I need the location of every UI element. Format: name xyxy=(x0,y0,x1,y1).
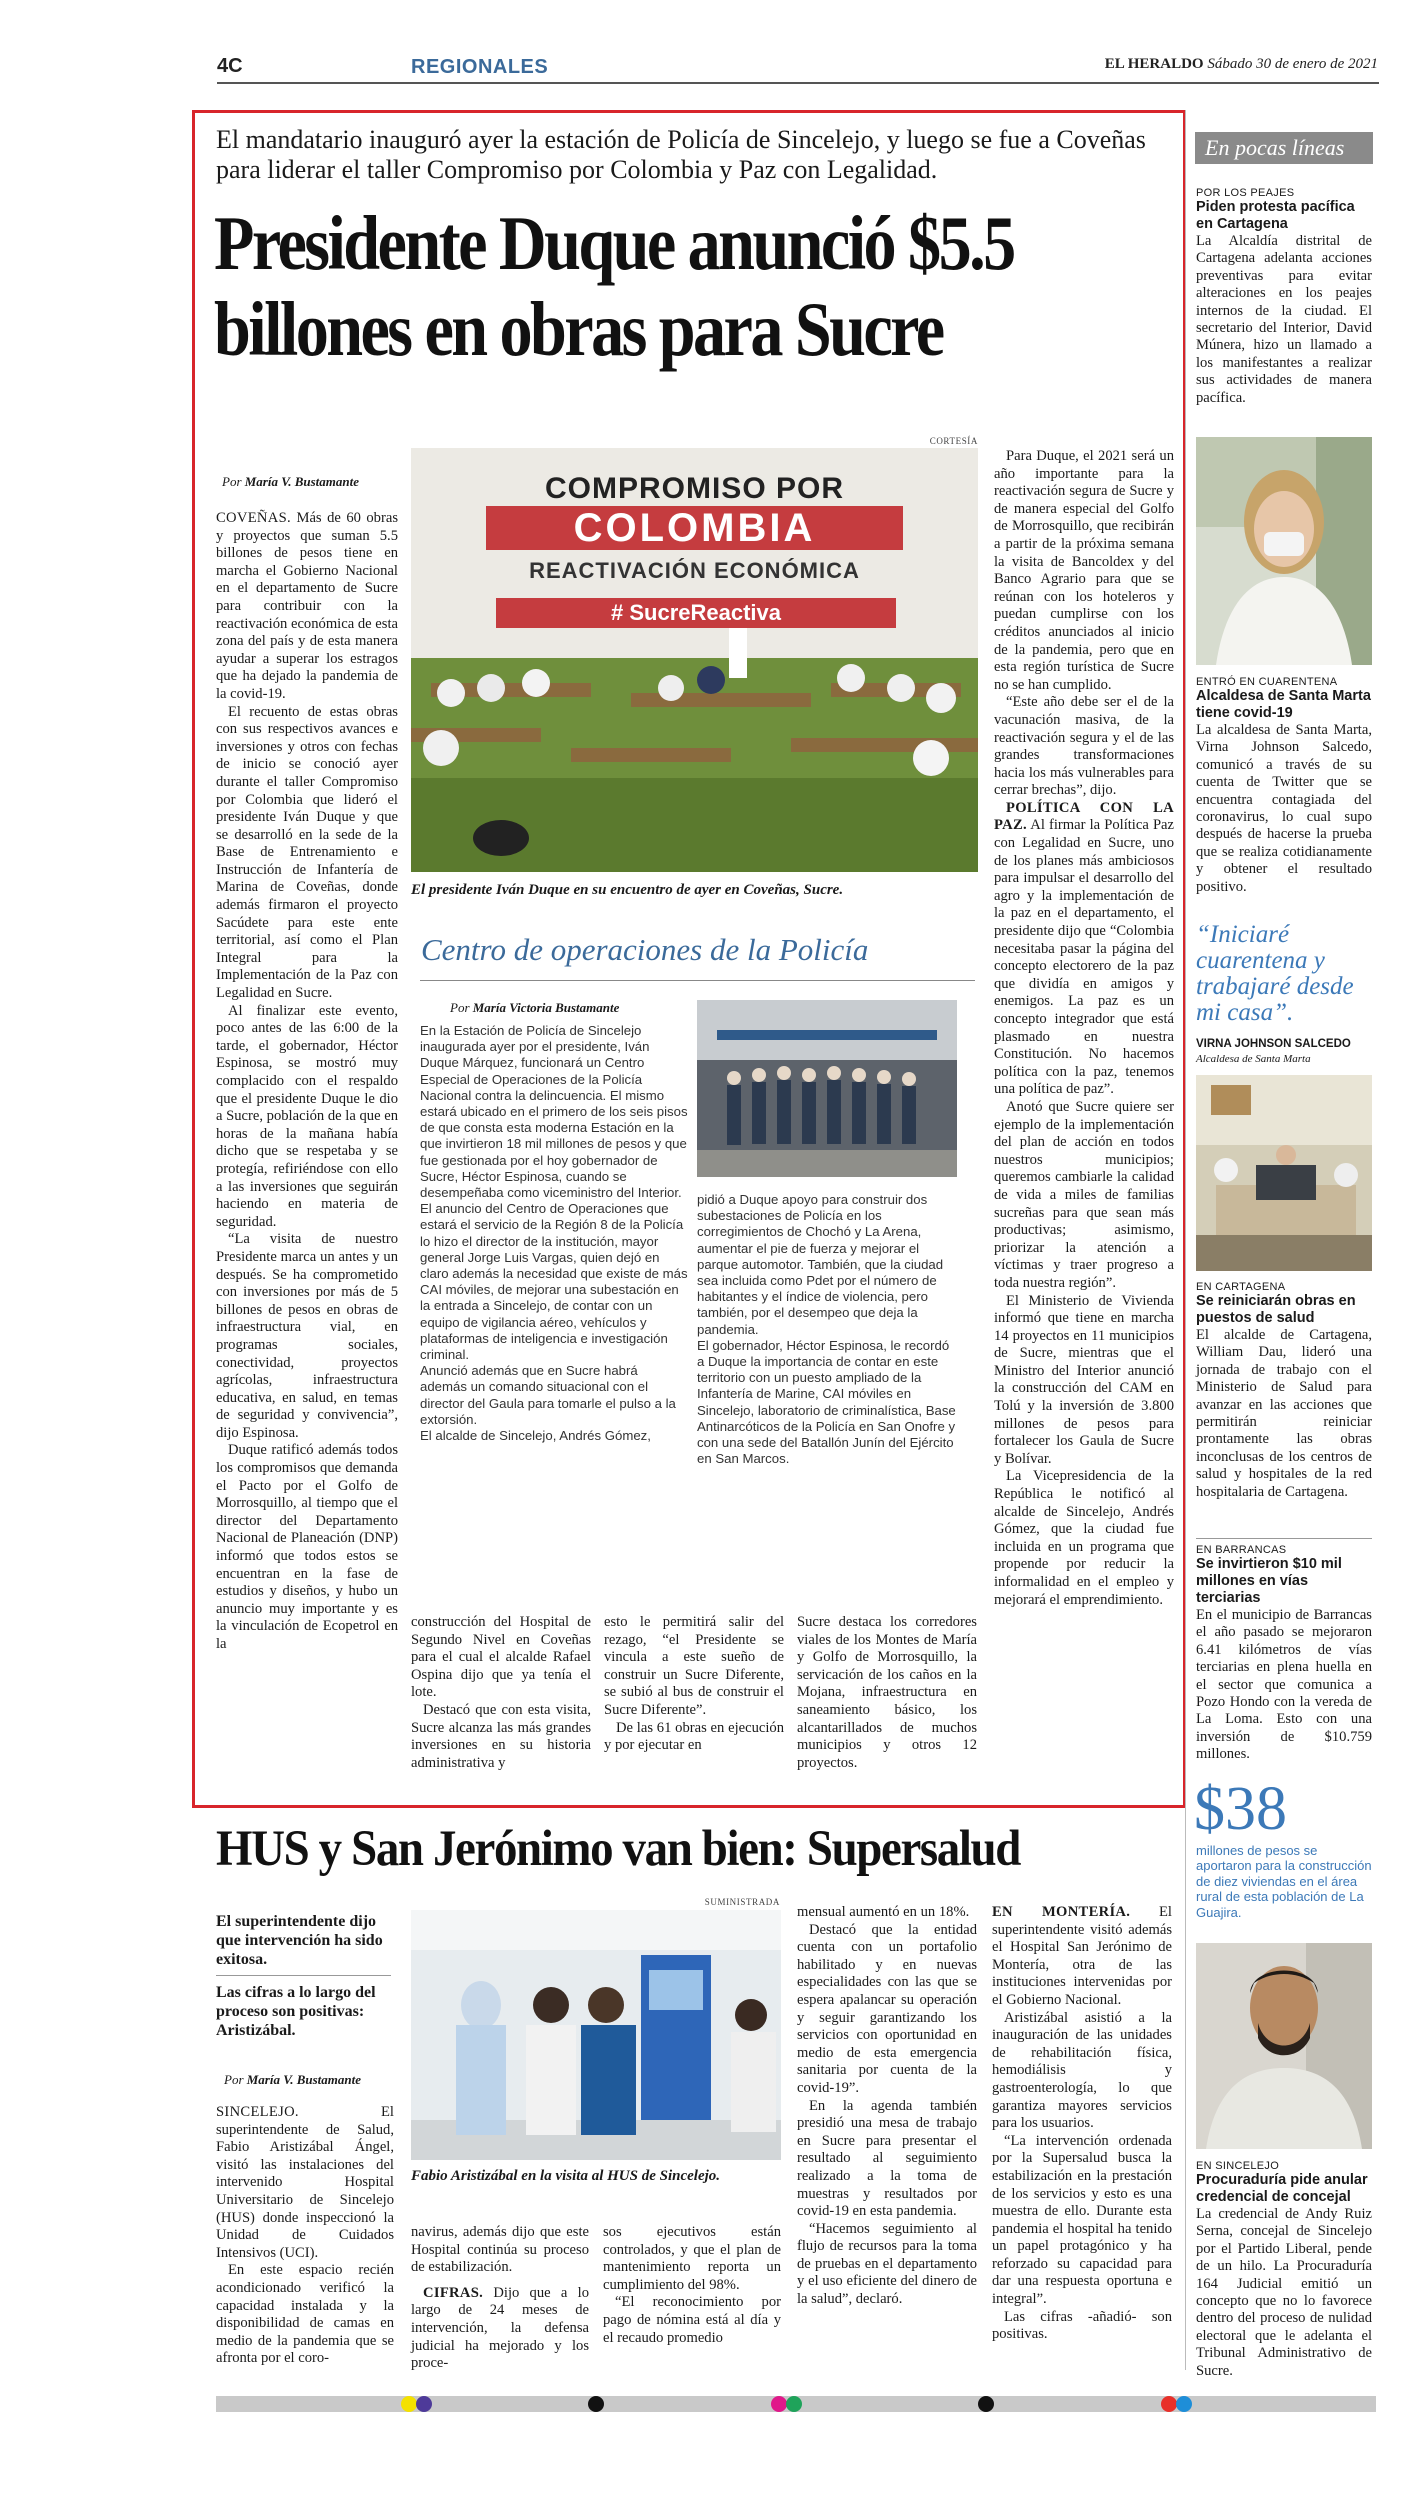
police-left-p2: El anuncio del Centro de Operaciones que estará el servicio de la Región 8 de la Policía lo hizo el director de la institución, mayor general Jorge Luis Vargas, quien dejó en claro además la necesidad que existe de más CAI móviles, de mejorar una subestación en la entrada a Sincelejo, de contar con un equipo de vigilancia aéreo, vehículos y plataformas de inteligencia e investigación criminal. xyxy=(420,1201,688,1363)
s-c3: sos ejecutivos están controlados, y que el plan de mantenimiento reporta un cumplimiento del 98%. xyxy=(603,2224,781,2293)
item-tag: EN CARTAGENA xyxy=(1196,1281,1286,1293)
police-left-p1: En la Estación de Policía de Sincelejo inaugurada ayer por el presidente, Iván Duque Márquez, funcionará un Centro Especial de Operaciones de la Policía Nacional contra la delincuencia. El mismo estará ubicado en el primero de los seis pisos de que consta esta moderna Estación en la que invirtieron 18 mil millones de pesos y que fue gestionada por el hoy gobernador de Sucre, Héctor Espinosa, cuando se desempeñaba como viceministro del Interior. xyxy=(420,1023,688,1201)
sidebar-item-5 xyxy=(1196,2160,1372,2380)
subhead-cifras: CIFRAS. xyxy=(423,2284,484,2301)
banner-line-2: COLOMBIA xyxy=(486,506,903,550)
s-c1: El superintendente de Salud, Fabio Aristizábal Ángel, visitó las instalaciones del intervenido Hospital Universitario de Sincelejo (HUS) donde inspeccionó la Unidad de Cuidados Intensivos (UCI). xyxy=(216,2104,394,2261)
main-byline xyxy=(222,474,402,490)
hospital-photo xyxy=(411,1910,781,2160)
police-photo xyxy=(697,1000,957,1177)
s-c2: navirus, además dijo que este Hospital continúa su proceso de estabilización. xyxy=(411,2224,589,2276)
second-deck-2: Las cifras a lo largo del proceso son positivas: Aristizábal. xyxy=(216,1984,376,2039)
section-name: REGIONALES xyxy=(411,56,549,78)
second-col-5 xyxy=(992,1904,1172,2344)
col1-p2: El recuento de estas obras con sus respectivos avances e inversiones y otros con fechas de inicio se conoció ayer durante el taller Compromiso por Colombia que lideró el presidente Iván Duque y que se desarrolló en la sede de la Base de Entrenamiento e Instrucción de Infantería de Marina de Coveñas, donde además firmaron el proyecto Sacúdete para este ente territorial, así como el Plan Integral para la Implementación de la Paz con Legalidad en Sucre. xyxy=(216,703,398,1002)
register-mark xyxy=(588,2396,604,2412)
s-c5d: Las cifras -añadió- son positivas. xyxy=(992,2308,1172,2343)
second-col-2 xyxy=(411,2224,589,2373)
second-deck-1: El superintendente dijo que intervención ha sido exitosa. xyxy=(216,1913,383,1968)
subhead-monteria: EN MONTERÍA. xyxy=(992,1904,1131,1920)
register-mark xyxy=(786,2396,802,2412)
police-box-rule xyxy=(420,980,975,981)
second-byline xyxy=(224,2072,394,2088)
newspaper-name: EL HERALDO xyxy=(1104,56,1204,72)
item-tag: POR LOS PEAJES xyxy=(1196,187,1295,199)
right-p5: El Ministerio de Vivienda informó que tiene en marcha 14 proyectos en 11 municipios de Sucre, mientras que el Ministro del Interior anunció la construcción del CAM en Tolú y la inversión de 3.800 millones de pesos para fortalecer los Gaula de Sucre y Bolívar. xyxy=(994,1292,1174,1467)
sidebar-label: En pocas líneas xyxy=(1195,132,1373,164)
deck-rule xyxy=(216,1975,391,1976)
byline-author: María V. Bustamante xyxy=(246,2072,362,2087)
banner-hashtag: # SucreReactiva xyxy=(496,598,896,628)
second-photo xyxy=(411,1910,781,2160)
quote-name: VIRNA JOHNSON SALCEDO xyxy=(1196,1038,1351,1050)
banner-line-1: COMPROMISO POR xyxy=(544,472,844,505)
item-head: Se invirtieron $10 mil millones en vías terciarias xyxy=(1196,1556,1342,1606)
masthead xyxy=(1050,56,1378,73)
col1-p3: Al finalizar este evento, poco antes de las 6:00 de la tarde, el gobernador, Héctor Espinosa, se mostró muy complacido con el respaldo que el presidente Duque le dio a Sucre, población de la que en horas de la mañana había dicho que se respetaba y se protegía, refiriéndose con ello a las inversiones que seguirán haciendo en materia de seguridad. xyxy=(216,1002,398,1230)
sidebar-item-1 xyxy=(1196,187,1372,407)
right-p1: Para Duque, el 2021 será un año importante para la reactivación segura de Sucre y de manera especial del Golfo de Morrosquillo, que recibirán a partir de la próxima semana la visita de Bancoldex y del Banco Agrario para que se reúnan con los hoteleros y puedan cumplirse con los créditos anunciados al inicio de la pandemia, pero que en esta región turística de Sucre no se han cumplido. xyxy=(994,448,1174,693)
bottom-c1: construcción del Hospital de Segundo Nivel en Coveñas para el cual el alcalde Rafael Ospina dijo que ya tenía el lote. xyxy=(411,1614,591,1701)
police-col-right xyxy=(697,1192,959,1467)
s-c4c: En la agenda también presidió una mesa de trabajo en Sucre para presentar el resultado al seguimiento realizado a la toma de muestras y resultados por covid-19 en esta pandemia. xyxy=(797,2097,977,2220)
bottom-c2b: De las 61 obras en ejecución y por ejecutar en xyxy=(604,1719,784,1754)
item-body: El alcalde de Cartagena, William Dau, lideró una jornada de trabajo con el Ministerio de Salud para avanzar en las acciones que permitirán reiniciar prontamente las obras inconclusas de los centros de salud y hospitales de la red hospitalaria de Cartagena. xyxy=(1196,1327,1372,1500)
sidebar-figure-text: millones de pesos se aportaron para la construcción de diez viviendas en el área rural de esta población de La Guajira. xyxy=(1196,1843,1372,1920)
sidebar-item-2 xyxy=(1196,676,1372,896)
banner-line-3: REACTIVACIÓN ECONÓMICA xyxy=(529,558,860,583)
police-left-p4: El alcalde de Sincelejo, Andrés Gómez, xyxy=(420,1428,651,1444)
byline-author: María Victoria Bustamante xyxy=(472,1000,620,1015)
register-mark xyxy=(771,2396,787,2412)
item-head: Piden protesta pacífica en Cartagena xyxy=(1196,199,1355,232)
subhead-politica: POLÍTICA CON LA PAZ. xyxy=(994,799,1174,834)
meeting-photo xyxy=(1196,1075,1372,1271)
dateline: COVEÑAS. xyxy=(216,510,291,526)
registration-bar xyxy=(216,2396,1376,2412)
second-photo-caption: Fabio Aristizábal en la visita al HUS de Sincelejo. xyxy=(411,2168,721,2184)
s-c4d: “Hacemos seguimiento al flujo de recursos para la toma de pruebas en el departamento y el uso eficiente del dinero de la salud”, declaró. xyxy=(797,2220,977,2308)
s-c1b: En este espacio recién acondicionado verificó la capacidad instalada y la disponibilidad de camas en medio de la pandemia que se afronta por el coro- xyxy=(216,2262,394,2367)
item-tag: ENTRÓ EN CUARENTENA xyxy=(1196,676,1338,688)
police-left-p3: Anunció además que en Sucre habrá además un comando situacional con el director del Gaula para tomarle el pulso a la extorsión. xyxy=(420,1363,676,1427)
sidebar-item-3 xyxy=(1196,1281,1372,1501)
second-col-3 xyxy=(603,2224,781,2347)
police-right-p1: pidió a Duque apoyo para construir dos subestaciones de Policía en los corregimientos de Chochó y La Arena, aumentar el pie de fuerza y mejorar el parque automotor. También, que la ciudad sea incluida como Pdet por el número de habitantes y el índice de violencia, pero también, por el desempeo que deja la pandemia. xyxy=(697,1192,944,1337)
sidebar-item-4 xyxy=(1196,1544,1372,1764)
main-bottom-col-1 xyxy=(411,1614,591,1772)
item-head: Se reiniciarán obras en puestos de salud xyxy=(1196,1293,1356,1326)
right-p3: Al firmar la Política Paz con Legalidad en Sucre, uno de los planes más ambiciosos para impulsar el desarrollo del agro y la implementación de la paz en el departamento, el presidente dijo que “Colombia necesitaba pasar la página del concepto electorero de la paz que dividía en amigos y enemigos. La paz es un concepto integrador que está plasmado en nuestra Constitución. No hacemos política con la paz, tenemos una política de paz”. xyxy=(994,817,1175,1098)
main-photo xyxy=(411,448,978,872)
s-c5b: Aristizábal asistió a la inauguración de las unidades de rehabilitación física, hemodiálisis y gastroenterología, lo que garantiza mayores servicios para los usuarios. xyxy=(992,2009,1172,2132)
main-bottom-col-3 xyxy=(797,1614,977,1772)
second-photo-credit: SUMINISTRADA xyxy=(704,1897,780,1907)
register-mark xyxy=(978,2396,994,2412)
second-col-4 xyxy=(797,1904,977,2309)
page-number: 4C xyxy=(217,55,243,77)
header-rule xyxy=(217,82,1379,84)
police-station-photo xyxy=(697,1000,957,1177)
right-p4: Anotó que Sucre quiere ser ejemplo de la implementación del plan de acción en todos nuestros municipios; queremos cambiarle la calidad de vida a miles de familias sucreñas para que sean más productivas; asimismo, priorizar la atención a víctimas y traer progreso a toda nuestra región”. xyxy=(994,1098,1174,1291)
police-right-p2: El gobernador, Héctor Espinosa, le recordó a Duque la importancia de contar en este territorio con un puesto ampliado de la Infantería de Marine, CAI móviles en Sincelejo, laboratorio de criminalística, Base Antinarcóticos de la Policía en San Onofre y con una sede del Batallón Junín del Ejército en San Marcos. xyxy=(697,1337,956,1467)
portrait-woman xyxy=(1196,437,1372,665)
sidebar-rule xyxy=(1196,1538,1372,1539)
item-tag: EN BARRANCAS xyxy=(1196,1544,1287,1556)
right-p6: La Vicepresidencia de la República le notificó al alcalde de Sincelejo, Andrés Gómez, que la ciudad fue incluida en un programa que propende por reducir la informalidad en el empleo y mejorará el emprendimiento. xyxy=(994,1468,1174,1608)
col1-p1: Más de 60 obras y proyectos que suman 5.5 billones de pesos tiene en marcha el Gobierno Nacional en el departamento de Sucre para contribuir con la reactivación económica de esta zona del país y de esta manera ayudar a superar los estragos que ha dejado la pandemia de la covid-19. xyxy=(216,510,398,702)
second-col-1 xyxy=(216,2104,394,2368)
s-c3b: “El reconocimiento por pago de nómina está al día y el recaudo promedio xyxy=(603,2294,781,2346)
sidebar-figure: $38 xyxy=(1194,1775,1287,1843)
main-col-right xyxy=(994,448,1174,1609)
sidebar-photo-mayor xyxy=(1196,437,1372,665)
second-headline: HUS y San Jerónimo van bien: Supersalud xyxy=(216,1821,1020,1877)
sidebar-photo-councilman xyxy=(1196,1943,1372,2149)
register-mark xyxy=(401,2396,417,2412)
main-col-1 xyxy=(216,510,398,1654)
main-photo-credit: CORTESÍA xyxy=(929,436,978,446)
s-c2b: Dijo que a lo largo de 24 meses de intervención, la defensa judicial ha mejorado y los proce- xyxy=(411,2284,589,2372)
dateline: SINCELEJO. xyxy=(216,2104,299,2120)
bottom-c2: esto le permitirá salir del rezago, “el Presidente se vincula a este sueño de construir un Sucre Diferente, se subió al bus de construir el Sucre Diferente”. xyxy=(604,1614,784,1718)
byline-prefix: Por xyxy=(450,1000,470,1015)
item-head: Procuraduría pide anular credencial de concejal xyxy=(1196,2172,1368,2205)
main-headline: Presidente Duque anunció $5.5 billones en obras para Sucre xyxy=(214,200,1014,372)
column-rule xyxy=(1185,110,1186,2370)
main-kicker: El mandatario inauguró ayer la estación de Policía de Sincelejo, y luego se fue a Coveñas para liderar el taller Compromiso por Colombia y Paz con Legalidad. xyxy=(216,125,1146,184)
police-box-title: Centro de operaciones de la Policía xyxy=(421,932,869,967)
item-body: En el municipio de Barrancas el año pasado se mejoraron 6.41 kilómetros de vías terciarias en plena huella en el sector que comunica a Pozo Hondo con la vereda de La Loma. Esto con una inversión de $10.759 millones. xyxy=(1196,1607,1372,1763)
sidebar-quote: “Iniciaré cuarentena y trabajaré desde mi casa”. xyxy=(1196,921,1354,1026)
bottom-c3: Sucre destaca los corredores viales de los Montes de María y Golfo de Morrosquillo, la servicación de los caños en la Mojana, infraestructura en saneamiento básico, los alcantarillados de muchos municipios y otros 12 proyectos. xyxy=(797,1614,977,1771)
byline-prefix: Por xyxy=(224,2072,244,2087)
register-mark xyxy=(1176,2396,1192,2412)
quote-role: Alcaldesa de Santa Marta xyxy=(1196,1053,1311,1065)
main-photo-caption: El presidente Iván Duque en su encuentro de ayer en Coveñas, Sucre. xyxy=(411,882,844,898)
register-mark xyxy=(416,2396,432,2412)
byline-prefix: Por xyxy=(222,474,242,489)
police-col-left xyxy=(420,1023,688,1444)
item-body: La credencial de Andy Ruiz Serna, concejal de Sincelejo por el Partido Liberal, pende de un hilo. La Procuraduría 164 Judicial emitió un concepto que no lo favorece dentro del proceso de nulidad electoral que le adelanta el Tribunal Administrativo de Sucre. xyxy=(1196,2206,1372,2379)
item-head: Alcaldesa de Santa Marta tiene covid-19 xyxy=(1196,688,1371,721)
bottom-c1b: Destacó que con esta visita, Sucre alcanza las más grandes inversiones en su historia administrativa y xyxy=(411,1701,591,1771)
col1-p4: “La visita de nuestro Presidente marca un antes y un después. Se ha comprometido con inversiones por más de 5 billones de pesos en obras de infraestructura vial, en programas sociales, conectividad, proyectos agrícolas, infraestructura educativa, en salud, en temas de seguridad y convivencia”, dijo Espinosa. xyxy=(216,1231,398,1441)
register-mark xyxy=(1161,2396,1177,2412)
byline-author: María V. Bustamante xyxy=(244,474,360,489)
portrait-man xyxy=(1196,1943,1372,2149)
sidebar-photo-meeting xyxy=(1196,1075,1372,1271)
main-bottom-col-2 xyxy=(604,1614,784,1755)
item-tag: EN SINCELEJO xyxy=(1196,2160,1280,2172)
s-c4b: Destacó que la entidad cuenta con un portafolio habilitado y en nuevas especialidades con las que se espera apalancar su operación y seguir garantizando los servicios con oportunidad en medio de esta emergencia sanitaria por cuenta de la covid-19”. xyxy=(797,1921,977,2096)
item-body: La Alcaldía distrital de Cartagena adelanta acciones preventivas para evitar alteraciones en los peajes internos de la ciudad. El secretario del Interior, David Múnera, hizo un llamado a los manifestantes a realizar sus actividades de manera pacífica. xyxy=(1196,233,1372,406)
s-c4: mensual aumentó en un 18%. xyxy=(797,1904,970,1920)
s-c5: El superintendente visitó además el Hospital San Jerónimo de Montería, otra de las instituciones intervenidas por el Gobierno Nacional. xyxy=(992,1904,1172,2008)
publication-date: Sábado 30 de enero de 2021 xyxy=(1207,56,1378,72)
item-body: La alcaldesa de Santa Marta, Virna Johnson Salcedo, comunicó a través de su cuenta de Twitter que se encuentra contagiada del coronavirus, lo cual supo después de hacerse la prueba que se realiza cotidianamente y obtener el resultado positivo. xyxy=(1196,722,1372,895)
right-p2: “Este año debe ser el de la vacunación masiva, de la reactivación segura y el de las grandes transformaciones hacia los más vulnerables para cerrar brechas”, dijo. xyxy=(994,694,1174,799)
s-c5c: “La intervención ordenada por la Supersalud busca la estabilización en la prestación de los servicios y esto es una muestra de ello. Durante esta pandemia el hospital ha tenido un papel protagónico y ha reforzado su capacidad para dar una respuesta oportuna e integral”. xyxy=(992,2132,1172,2308)
col1-p5: Duque ratificó además todos los compromisos que demanda el Pacto por el Golfo de Morrosquillo, al tiempo que el director del Departamento Nacional de Planeación (DNP) informó que todos estos se encuentran en la fase de estudios y diseños, y hubo un anuncio muy importante y es la vinculación de Ecopetrol en la xyxy=(216,1442,398,1652)
